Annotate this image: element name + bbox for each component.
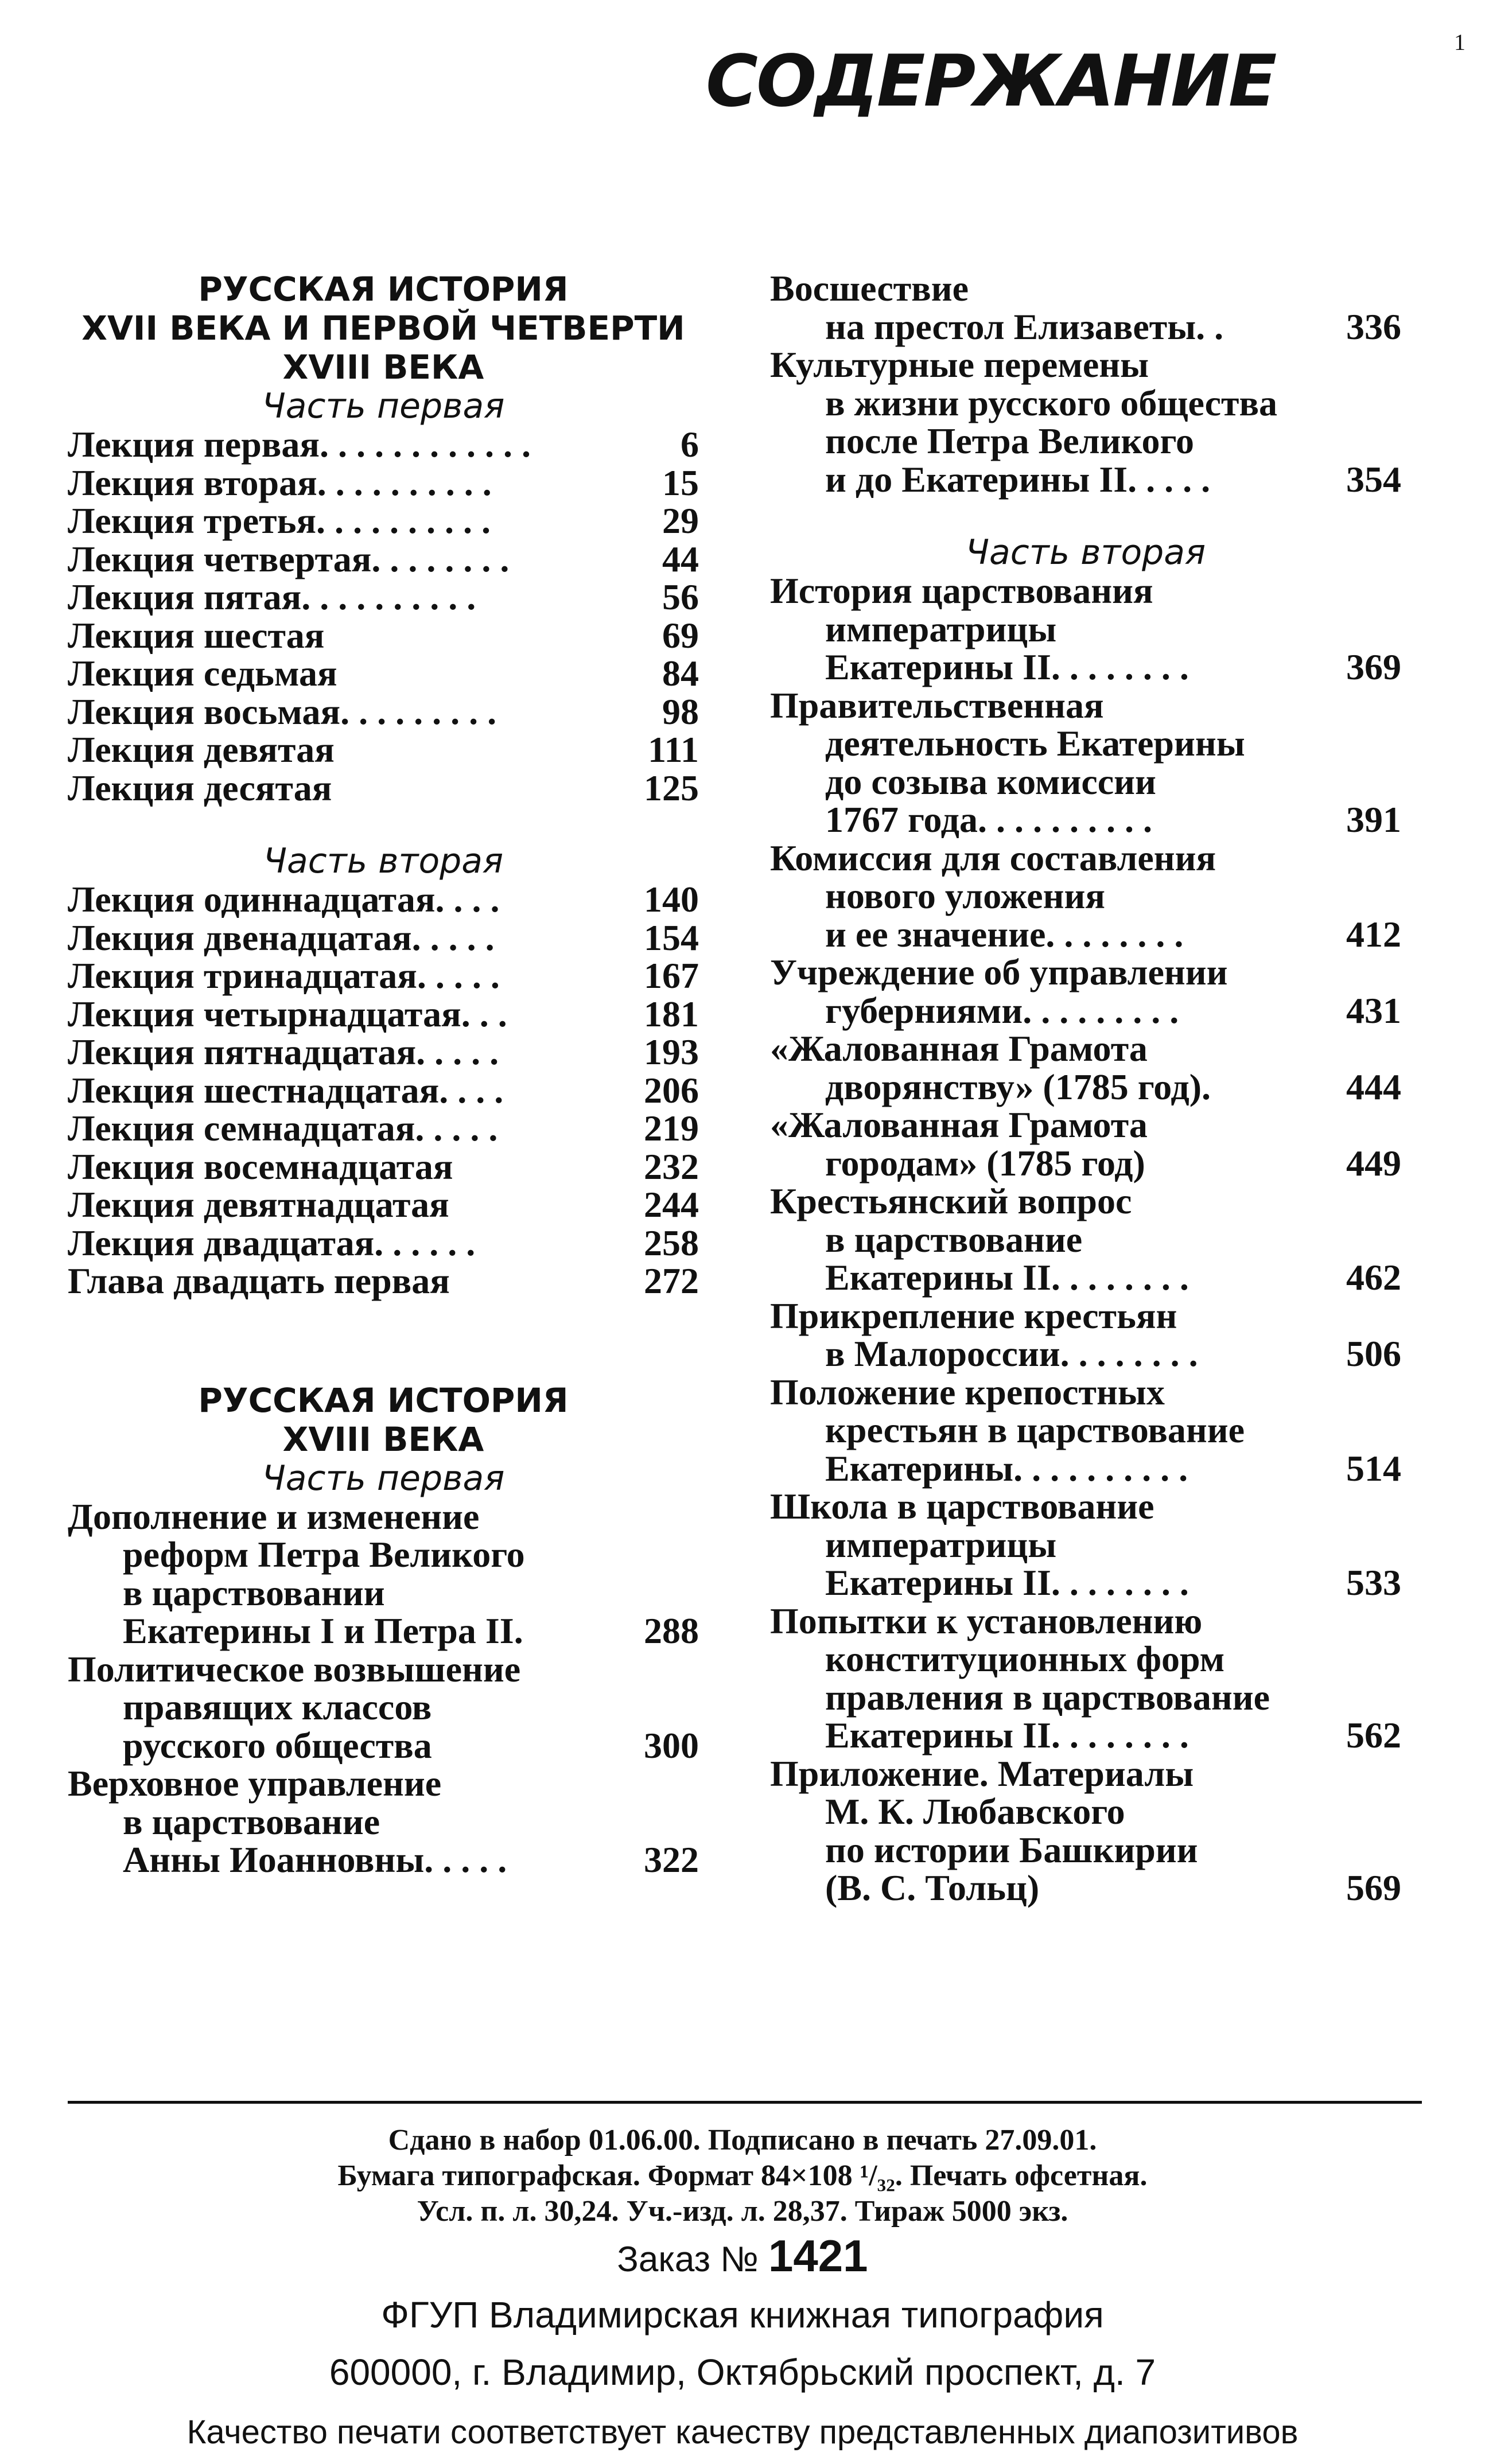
toc-entry-title: Верховное управление: [68, 1763, 442, 1804]
toc-page-number: 288: [644, 1610, 699, 1651]
toc-entry-line: [68, 957, 699, 995]
spacer: [68, 1301, 699, 1381]
toc-page-number: 56: [662, 577, 699, 617]
toc-entry-line: [770, 801, 1401, 839]
toc-leader-dots: . . . . . . . .: [1051, 1715, 1189, 1755]
toc-page-number: 244: [644, 1184, 699, 1225]
toc-entry-line: [770, 384, 1401, 423]
toc-entry-line: [770, 1869, 1401, 1908]
toc-entry-line: [770, 1335, 1401, 1373]
toc-entry-title: Лекция тринадцатая: [68, 955, 417, 996]
toc-page-number: 232: [644, 1146, 699, 1187]
toc-entry-line: [68, 731, 699, 769]
toc-entry-title: Лекция вторая: [68, 462, 317, 503]
toc-entry-line: [770, 1259, 1401, 1297]
toc-entry-title: в царствование: [123, 1801, 380, 1842]
toc-entry-line: [68, 1536, 699, 1574]
toc-page-number: 506: [1346, 1333, 1401, 1374]
section-heading: [68, 270, 699, 387]
toc-entry-line: [68, 881, 699, 919]
toc-entry-line: [770, 648, 1401, 687]
toc-entry-line: [770, 1831, 1401, 1870]
toc-list: [68, 426, 699, 807]
toc-entry-title: Лекция шестнадцатая: [68, 1069, 440, 1111]
toc-entry-title: Лекция двенадцатая: [68, 917, 412, 958]
printer-name: ФГУП Владимирская книжная типография: [381, 2294, 1104, 2335]
imprint-line: Сдано в набор 01.06.00. Подписано в печать 27.09.01.: [388, 2124, 1097, 2157]
toc-entry-line: [770, 1411, 1401, 1450]
toc-page-number: 562: [1346, 1715, 1401, 1755]
toc-page-number: 111: [648, 729, 699, 770]
toc-entry-title: Прикрепление крестьян: [770, 1295, 1177, 1336]
toc-entry-line: [770, 1030, 1401, 1068]
toc-entry-title: Екатерины II: [825, 1715, 1051, 1755]
toc-entry-line: [68, 769, 699, 808]
toc-entry-line: [68, 1574, 699, 1613]
toc-entry-title: Лекция девятая: [68, 729, 335, 770]
section-heading-line: XVII ВЕКА И ПЕРВОЙ ЧЕТВЕРТИ: [81, 309, 685, 348]
toc-entry-title: крестьян в царствование: [825, 1410, 1245, 1450]
toc-entry-title: и ее значение: [825, 913, 1046, 955]
toc-entry-title: Попытки к установлению: [770, 1600, 1203, 1641]
toc-leader-dots: . .: [1196, 306, 1224, 347]
imprint-line: Усл. п. л. 30,24. Уч.-изд. л. 28,37. Тираж 5000 экз.: [417, 2195, 1068, 2228]
toc-entry-line: [68, 426, 699, 464]
toc-entry-title: Лекция шестая: [68, 614, 325, 656]
part-label: Часть первая: [262, 1458, 505, 1498]
toc-entry-title: Екатерины II: [825, 647, 1051, 687]
toc-entry-line: [770, 1068, 1401, 1107]
toc-entry-line: [770, 763, 1401, 801]
toc-leader-dots: . . . .: [439, 1069, 504, 1111]
toc-entry-line: [770, 725, 1401, 763]
toc-page-number: 272: [644, 1260, 699, 1301]
toc-entry-title: Дополнение и изменение: [68, 1496, 480, 1537]
page-title: СОДЕРЖАНИЕ: [706, 40, 1276, 123]
toc-leader-dots: . . . . . . . . . .: [978, 799, 1152, 840]
toc-leader-dots: . . . . . . . . .: [1023, 990, 1179, 1031]
toc-page-number: 140: [644, 879, 699, 920]
toc-entry-title: М. К. Любавского: [825, 1791, 1125, 1832]
section-heading-line: XVIII ВЕКА: [282, 1419, 484, 1459]
imprint-line: Бумага типографская. Формат 84×108 ¹/₃₂. Печать офсетная.: [337, 2159, 1148, 2192]
toc-entry-line: [770, 1676, 1401, 1718]
toc-entry-line: [68, 1224, 699, 1263]
section-heading-line: XVIII ВЕКА: [282, 348, 484, 387]
toc-entry-line: [770, 308, 1401, 347]
toc-entry-title: Лекция четвертая: [68, 538, 372, 579]
toc-leader-dots: . . . . . . . . . . . .: [319, 424, 531, 465]
toc-entry-title: Положение крепостных: [770, 1371, 1165, 1412]
toc-leader-dots: . . . . . . . . . .: [301, 577, 476, 617]
toc-page-number: 6: [681, 424, 699, 465]
toc-entry-line: [68, 1612, 699, 1651]
toc-entry-line: [770, 913, 1401, 955]
toc-leader-dots: . . . . . . . . . .: [316, 500, 491, 541]
toc-entry-line: [68, 995, 699, 1034]
toc-left-column: [68, 270, 699, 1879]
toc-entry-line: [770, 1106, 1401, 1145]
toc-page-number: 431: [1346, 990, 1401, 1031]
toc-entry-title: правящих классов: [123, 1687, 432, 1727]
toc-entry-title: Крестьянский вопрос: [770, 1181, 1132, 1221]
toc-entry-title: Лекция первая: [68, 424, 320, 465]
toc-entry-title: Лекция одиннадцатая: [68, 879, 436, 920]
toc-page-number: 29: [662, 500, 699, 541]
toc-leader-dots: . . . . . . . .: [1051, 647, 1189, 687]
print-quality-note: Качество печати соответствует качеству представленных диапозитивов: [186, 2414, 1299, 2451]
toc-entry-title: Лекция девятнадцатая: [68, 1184, 449, 1225]
toc-leader-dots: . . . . . .: [374, 1222, 476, 1263]
toc-entry-line: [770, 1640, 1401, 1679]
toc-entry-line: [68, 540, 699, 579]
toc-entry-title: по истории Башкирии: [825, 1829, 1198, 1870]
section-heading-line: РУССКАЯ ИСТОРИЯ: [198, 270, 569, 309]
toc-leader-dots: . . . . .: [424, 1839, 507, 1880]
toc-entry-title: Анны Иоанновны: [123, 1839, 425, 1880]
toc-entry-line: [68, 1803, 699, 1842]
order-label: Заказ №: [617, 2240, 759, 2279]
toc-leader-dots: . . . . .: [416, 1031, 499, 1072]
toc-entry-title: дворянству» (1785 год): [825, 1066, 1202, 1107]
toc-page-number: 300: [644, 1725, 699, 1766]
toc-right-column: [770, 270, 1401, 1908]
toc-entry-title: Лекция восьмая: [68, 691, 341, 732]
page-number: 1: [1454, 29, 1465, 55]
toc-page-number: 533: [1346, 1562, 1401, 1603]
toc-entry-title: Лекция восемнадцатая: [68, 1146, 453, 1187]
toc-entry-title: Школа в царствование: [770, 1486, 1154, 1527]
toc-entry-line: [770, 877, 1401, 916]
toc-page-number: 412: [1346, 913, 1401, 955]
toc-entry-title: (В. С. Тольц): [825, 1867, 1040, 1908]
toc-entry-line: [68, 614, 699, 656]
toc-entry-title: в царствовании: [123, 1572, 385, 1613]
imprint-block: [0, 2123, 1485, 2464]
toc-entry-title: Лекция пятая: [68, 577, 302, 617]
toc-page-number: 44: [662, 538, 699, 579]
toc-entry-title: императрицы: [825, 608, 1057, 649]
toc-leader-dots: . . . . .: [417, 955, 500, 996]
toc-page-number: 258: [644, 1222, 699, 1263]
toc-entry-title: Правительственная: [770, 684, 1104, 726]
toc-leader-dots: . . . . .: [1128, 458, 1211, 500]
toc-page-number: 219: [644, 1108, 699, 1149]
toc-entry-line: [770, 1716, 1401, 1755]
toc-leader-dots: . . . . . . . .: [1051, 1257, 1189, 1298]
toc-page-number: 206: [644, 1069, 699, 1111]
toc-leader-dots: . . . . . . . .: [1045, 913, 1184, 955]
toc-entry-title: Лекция четырнадцатая: [68, 993, 461, 1034]
toc-entry-line: [770, 422, 1401, 461]
part-label: Часть вторая: [965, 532, 1206, 573]
toc-entry-title: Лекция пятнадцатая: [68, 1031, 417, 1072]
toc-leader-dots: . . . . . . . .: [1060, 1333, 1198, 1374]
toc-page-number: 354: [1346, 458, 1401, 500]
divider-rule: [68, 2101, 1422, 2104]
toc-entry-title: Политическое возвышение: [68, 1648, 521, 1690]
toc-entry-line: [68, 1765, 699, 1803]
toc-entry-title: История царствования: [770, 570, 1153, 611]
toc-entry-line: [68, 1688, 699, 1727]
toc-leader-dots: .: [1202, 1066, 1211, 1107]
toc-entry-line: [68, 1186, 699, 1224]
toc-entry-line: [770, 1564, 1401, 1602]
toc-entry-title: русского общества: [123, 1725, 432, 1766]
toc-entry-line: [770, 1373, 1401, 1412]
toc-entry-line: [68, 655, 699, 693]
order-number: 1421: [768, 2231, 868, 2281]
toc-leader-dots: . . . . . . . .: [1051, 1562, 1189, 1603]
toc-entry-line: [770, 953, 1401, 992]
toc-entry-line: [770, 684, 1401, 726]
spacer: [770, 499, 1401, 533]
toc-entry-line: [68, 464, 699, 503]
toc-entry-line: [770, 1488, 1401, 1526]
toc-entry-line: [770, 270, 1401, 308]
toc-entry-title: Глава двадцать первая: [68, 1260, 450, 1301]
toc-entry-title: конституционных форм: [825, 1638, 1225, 1679]
toc-entry-title: Екатерины II: [825, 1257, 1051, 1298]
toc-entry-title: нового уложения: [825, 875, 1105, 916]
toc-entry-title: Комиссия для составления: [770, 837, 1216, 878]
section-heading-line: РУССКАЯ ИСТОРИЯ: [198, 1380, 569, 1420]
toc-page-number: 462: [1346, 1257, 1401, 1298]
toc-list: [770, 572, 1401, 1908]
toc-entry-line: [770, 1221, 1401, 1259]
toc-entry-title: Екатерины I и Петра II: [123, 1610, 514, 1651]
toc-entry-line: [68, 1262, 699, 1301]
toc-page-number: 569: [1346, 1867, 1401, 1908]
toc-entry-line: [68, 693, 699, 731]
toc-entry-line: [770, 839, 1401, 878]
toc-entry-title: в жизни русского общества: [825, 382, 1278, 423]
toc-leader-dots: . . . . . . . . .: [340, 691, 497, 732]
toc-entry-line: [770, 1793, 1401, 1831]
toc-entry-title: 1767 года: [825, 799, 978, 840]
section-heading: [68, 1381, 699, 1459]
toc-entry-title: Учреждение об управлении: [770, 952, 1228, 992]
toc-entry-title: Лекция третья: [68, 500, 317, 541]
toc-entry-line: [770, 458, 1401, 500]
toc-entry-line: [68, 502, 699, 540]
toc-entry-title: Екатерины II: [825, 1562, 1051, 1603]
toc-entry-line: [68, 919, 699, 957]
toc-entry-line: [770, 992, 1401, 1030]
toc-entry-title: после Петра Великого: [825, 421, 1194, 461]
toc-leader-dots: . . . . . . . . . .: [1013, 1447, 1188, 1489]
toc-list: [770, 270, 1401, 499]
toc-entry-title: до созыва комиссии: [825, 761, 1156, 802]
toc-page-number: 84: [662, 653, 699, 694]
toc-leader-dots: . . . . .: [411, 917, 495, 958]
toc-page-number: 369: [1346, 647, 1401, 687]
toc-entry-line: [770, 1142, 1401, 1184]
toc-entry-title: Культурные перемены: [770, 344, 1149, 385]
toc-entry-title: в царствование: [825, 1219, 1083, 1260]
toc-page-number: 514: [1346, 1447, 1401, 1489]
toc-leader-dots: . . . . . . . . . .: [317, 462, 492, 503]
toc-entry-title: Лекция двадцатая: [68, 1222, 375, 1263]
toc-page-number: 125: [644, 767, 699, 808]
part-label: Часть вторая: [263, 841, 504, 881]
order-line: [0, 2229, 1485, 2286]
printer-address: 600000, г. Владимир, Октябрьский проспект, д. 7: [329, 2352, 1156, 2393]
toc-list: [68, 1498, 699, 1879]
toc-list: [68, 881, 699, 1301]
toc-entry-title: Екатерины: [825, 1447, 1014, 1489]
toc-entry-line: [68, 578, 699, 617]
toc-entry-line: [770, 572, 1401, 610]
toc-entry-title: Лекция седьмая: [68, 653, 337, 694]
toc-entry-line: [68, 1727, 699, 1765]
toc-entry-line: [68, 1148, 699, 1186]
toc-page-number: 181: [644, 993, 699, 1034]
toc-entry-title: «Жалованная Грамота: [770, 1104, 1148, 1145]
toc-entry-title: «Жалованная Грамота: [770, 1028, 1148, 1069]
toc-page-number: 15: [662, 462, 699, 503]
toc-entry-title: реформ Петра Великого: [123, 1534, 525, 1575]
toc-entry-line: [68, 1069, 699, 1111]
toc-page-number: 322: [644, 1839, 699, 1880]
toc-entry-title: Лекция десятая: [68, 767, 332, 808]
toc-entry-title: Приложение. Материалы: [770, 1753, 1194, 1794]
part-label: Часть первая: [262, 386, 505, 426]
toc-page-number: 391: [1346, 799, 1401, 840]
toc-entry-line: [770, 1526, 1401, 1564]
toc-entry-title: императрицы: [825, 1524, 1057, 1565]
toc-entry-line: [770, 346, 1401, 384]
toc-entry-title: на престол Елизаветы: [825, 306, 1196, 347]
toc-entry-line: [68, 1498, 699, 1536]
toc-leader-dots: . . . . .: [415, 1108, 498, 1149]
toc-entry-line: [68, 1841, 699, 1879]
toc-page-number: 167: [644, 955, 699, 996]
toc-leader-dots: . . . . . . . .: [371, 538, 510, 579]
toc-entry-title: Восшествие: [770, 268, 969, 309]
toc-entry-line: [68, 1110, 699, 1148]
toc-entry-line: [770, 1182, 1401, 1221]
toc-entry-line: [68, 1033, 699, 1072]
toc-entry-line: [770, 1602, 1401, 1641]
toc-page-number: 449: [1346, 1142, 1401, 1184]
toc-entry-title: в Малороссии: [825, 1333, 1060, 1374]
toc-page-number: 69: [662, 614, 699, 656]
toc-page-number: 444: [1346, 1066, 1401, 1107]
spacer: [68, 807, 699, 842]
toc-entry-title: Лекция семнадцатая: [68, 1108, 415, 1149]
toc-entry-line: [770, 1447, 1401, 1489]
toc-entry-title: губерниями: [825, 990, 1023, 1031]
toc-entry-line: [770, 1755, 1401, 1793]
toc-entry-title: деятельность Екатерины: [825, 723, 1245, 764]
toc-entry-line: [770, 610, 1401, 649]
toc-page-number: 193: [644, 1031, 699, 1072]
toc-entry-title: городам» (1785 год): [825, 1142, 1145, 1184]
toc-entry-title: правления в царствование: [825, 1676, 1270, 1718]
toc-page-number: 98: [662, 691, 699, 732]
toc-leader-dots: . . .: [461, 993, 507, 1034]
toc-page-number: 154: [644, 917, 699, 958]
toc-leader-dots: .: [514, 1610, 523, 1651]
toc-entry-title: и до Екатерины II: [825, 458, 1128, 500]
toc-entry-line: [68, 1648, 699, 1690]
toc-entry-line: [770, 1297, 1401, 1336]
toc-page-number: 336: [1346, 306, 1401, 347]
toc-leader-dots: . . . .: [435, 879, 500, 920]
